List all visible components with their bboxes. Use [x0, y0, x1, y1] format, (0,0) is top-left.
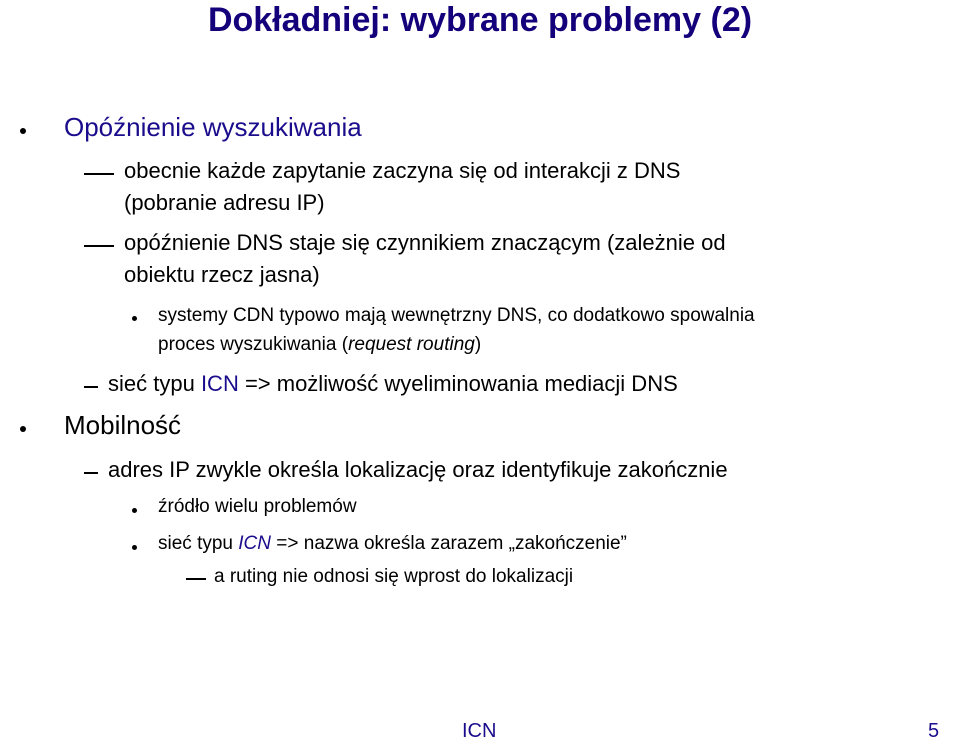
bullet-dot [132, 508, 137, 513]
dash-marker [84, 245, 114, 247]
slide-title: Dokładniej: wybrane problemy (2) [207, 1, 753, 39]
sub-bullet-ip-address: adres IP zwykle określa lokalizację oraz identyfikuje zakończnie [108, 457, 728, 482]
dash-marker [84, 472, 98, 474]
bullet-dot [20, 426, 26, 432]
sub-sub-bullet-icn-name: sieć typu ICN => nazwa określa zarazem „zakończenie” [158, 533, 627, 554]
bullet-dot [20, 128, 26, 134]
page-number: 5 [928, 720, 940, 742]
sub-bullet-dns-delay: opóźnienie DNS staje się czynnikiem znaczącym (zależnie od [124, 230, 726, 255]
dash-marker [84, 386, 98, 388]
bullet-mobility: Mobilność [64, 410, 182, 440]
footer-label: ICN [462, 720, 497, 742]
bullet-dot [132, 316, 137, 321]
sub-bullet-dns-interaction-cont: (pobranie adresu IP) [124, 190, 325, 215]
sub-sub-bullet-cdn: systemy CDN typowo mają wewnętrzny DNS, co dodatkowo spowalnia [158, 305, 755, 326]
sub-bullet-dns-delay-cont: obiektu rzecz jasna) [124, 262, 320, 287]
sub-sub-bullet-cdn-cont: proces wyszukiwania (request routing) [158, 334, 482, 355]
bullet-latency: Opóźnienie wyszukiwania [64, 112, 362, 142]
sub-bullet-icn-dns: sieć typu ICN => możliwość wyeliminowania mediacji DNS [108, 371, 678, 396]
dash-marker [84, 173, 114, 175]
sub-sub-bullet-problems: źródło wielu problemów [158, 496, 357, 517]
sub-sub-sub-bullet-routing: a ruting nie odnosi się wprost do lokalizacji [214, 566, 574, 587]
dash-marker [186, 578, 206, 580]
bullet-dot [132, 545, 137, 550]
sub-bullet-dns-interaction: obecnie każde zapytanie zaczyna się od interakcji z DNS [124, 158, 681, 183]
